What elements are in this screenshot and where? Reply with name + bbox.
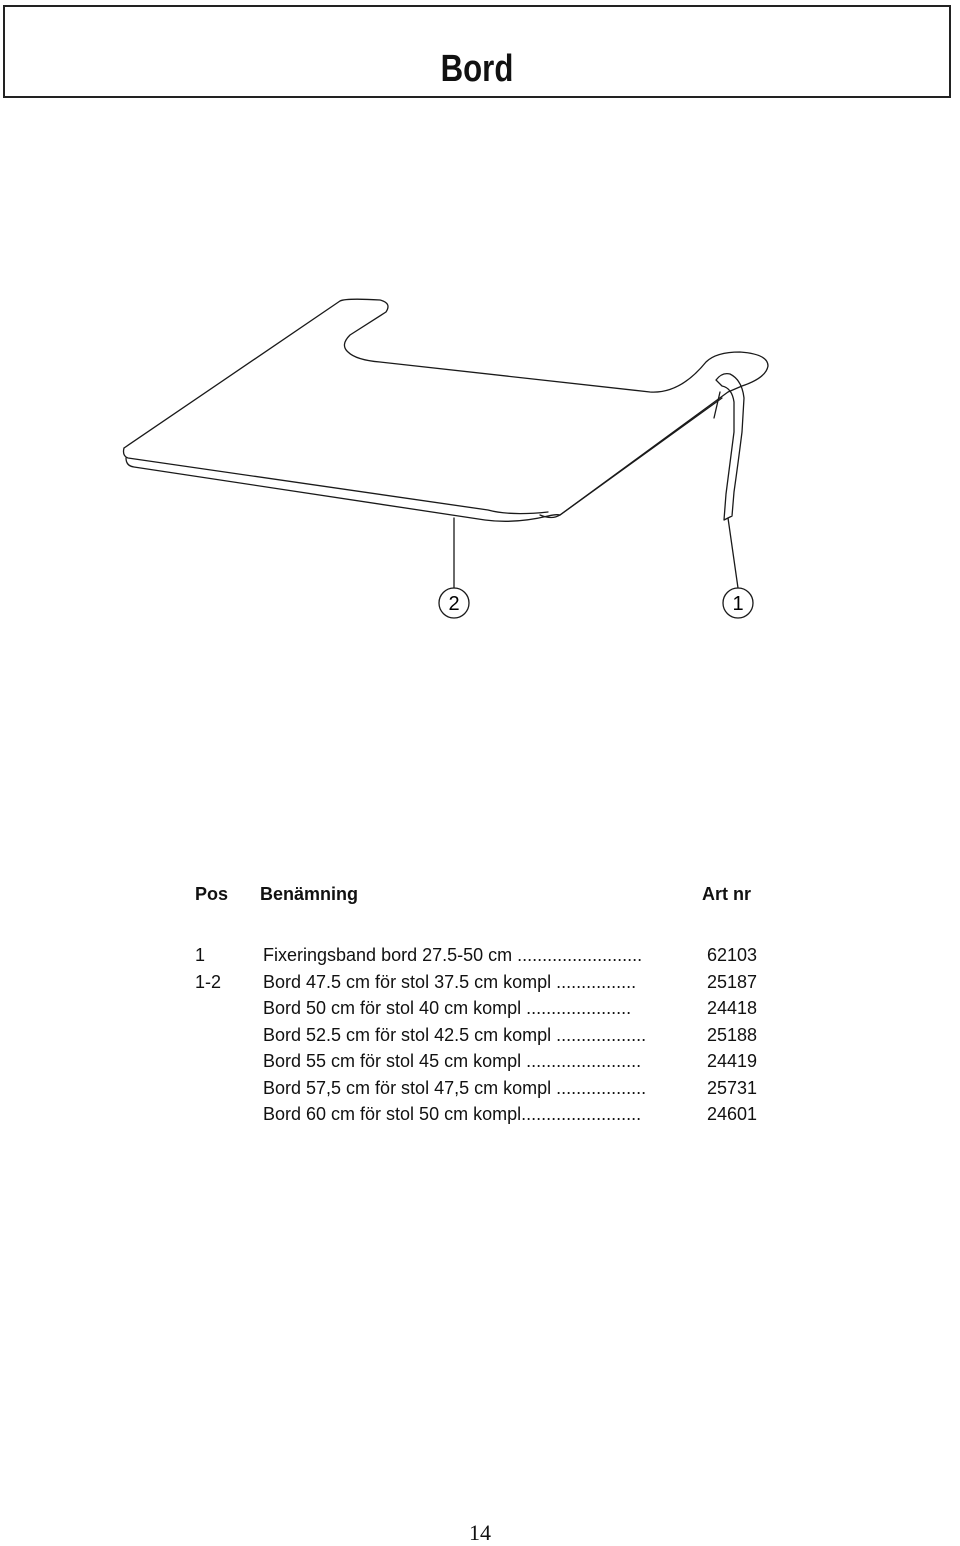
row-art: 24419 — [706, 1051, 757, 1071]
table-row — [195, 1075, 770, 1102]
callout-label-1: 1 — [732, 593, 744, 615]
row-name: Fixeringsband bord 27.5-50 cm ......................... — [263, 945, 643, 965]
page-number: 14 — [469, 1520, 491, 1545]
table-row — [195, 1048, 770, 1075]
row-name: Bord 60 cm för stol 50 cm kompl........................ — [263, 1104, 642, 1124]
row-name: Bord 52.5 cm för stol 42.5 cm kompl .................. — [263, 1024, 647, 1045]
row-pos: 1-2 — [195, 971, 222, 992]
header-art: Art nr — [702, 884, 751, 904]
row-art: 25188 — [706, 1024, 757, 1045]
row-art: 24601 — [706, 1104, 757, 1124]
table-row — [195, 1022, 770, 1049]
table-row — [195, 969, 770, 996]
row-name: Bord 55 cm för stol 45 cm kompl ....................... — [263, 1051, 642, 1071]
leader-line-1 — [728, 518, 738, 588]
row-art: 25731 — [706, 1077, 757, 1098]
table-tray-illustration — [0, 0, 960, 640]
tray-front-edge-top — [124, 448, 549, 514]
table-row — [195, 1101, 770, 1128]
row-art: 62103 — [706, 945, 757, 965]
parts-table — [195, 884, 770, 1124]
callout-label-2: 2 — [448, 593, 460, 615]
row-name: Bord 50 cm för stol 40 cm kompl ..................... — [263, 998, 632, 1018]
strap-inner — [714, 392, 720, 418]
row-name: Bord 57,5 cm för stol 47,5 cm kompl .................. — [263, 1077, 647, 1098]
table-header — [195, 884, 770, 910]
row-art: 24418 — [706, 998, 757, 1018]
row-pos: 1 — [195, 945, 206, 965]
page-title: Bord — [440, 48, 514, 90]
strap — [716, 374, 744, 520]
table-row — [195, 942, 770, 969]
header-pos: Pos — [195, 884, 229, 904]
row-name: Bord 47.5 cm för stol 37.5 cm kompl ................ — [263, 971, 637, 992]
row-art: 25187 — [706, 971, 757, 992]
header-name: Benämning — [260, 884, 359, 904]
tray-top-outline — [124, 299, 768, 517]
table-row — [195, 995, 770, 1022]
tray-side-edge — [560, 398, 722, 515]
table-rows — [195, 942, 770, 1128]
